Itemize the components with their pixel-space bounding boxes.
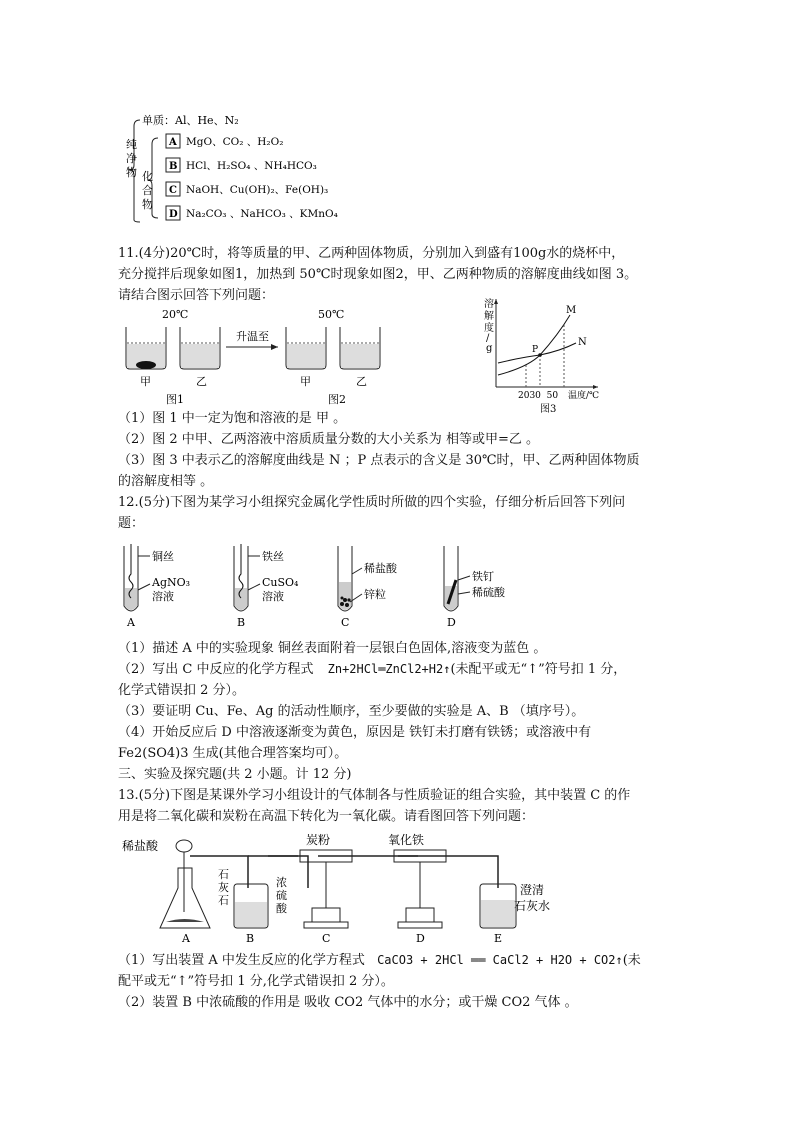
q13-apparatus-figure — [118, 828, 558, 946]
q11-answer3: （3）图 3 中表示乙的溶解度曲线是 N ；P 点表示的含义是 30℃时，甲、乙两种固体物质 — [118, 453, 640, 468]
q12-answer2-equation: Zn+2HCl═ZnCl2+H2↑ — [327, 662, 451, 676]
heat-arrow-label: 升温至 — [236, 330, 269, 343]
q13-answer1-equation: CaCO3 + 2HCl ══ CaCl2 + H2O + CO2↑ — [377, 953, 623, 967]
tube-c-label2: 锌粒 — [364, 588, 386, 601]
pure-char-2: 净 — [126, 152, 137, 165]
q11-answer1: （1）图 1 中一定为饱和溶液的是 甲 。 — [118, 411, 347, 426]
carbon-label: 炭粉 — [306, 833, 331, 847]
q13-line2: 用是将二氧化碳和炭粉在高温下转化为一氧化碳。请看图回答下列问题： — [118, 809, 535, 824]
tube-a-label1: 铜丝 — [152, 550, 174, 563]
x-axis-label: 温度/℃ — [568, 391, 600, 401]
q12-answer2 — [118, 661, 678, 678]
box-a-text: MgO、CO₂ 、H₂O₂ — [186, 136, 284, 148]
q13-answer1-note: (未 — [622, 953, 641, 968]
svg-text:D: D — [169, 209, 178, 220]
q13-answer2: （2）装置 B 中浓硫酸的作用是 吸收 CO2 气体中的水分；或干燥 CO2 气体 。 — [118, 995, 578, 1010]
compound-char-1: 化 — [142, 170, 153, 183]
limewater-label1: 澄清 — [520, 883, 545, 897]
q12-answer2-note: (未配平或无“↑”符号扣 1 分， — [450, 662, 627, 677]
axis-char-2: 解 — [484, 311, 494, 322]
apparatus-e-letter: E — [494, 932, 503, 945]
fig3-caption: 图3 — [540, 404, 557, 415]
apparatus-a-letter: A — [182, 932, 190, 945]
limewater-label2: 石灰水 — [514, 899, 551, 913]
curve-n-label: N — [578, 337, 587, 348]
pure-char-1: 纯 — [126, 138, 137, 151]
box-c-text: NaOH、Cu(OH)₂、Fe(OH)₃ — [186, 184, 329, 196]
classification-diagram — [120, 110, 360, 230]
axis-char-3: 度 — [484, 323, 494, 334]
box-b-text: HCl、H₂SO₄ 、NH₄HCO₃ — [186, 160, 317, 172]
tube-a-label3: 溶液 — [152, 590, 174, 603]
fig1-temp: 20℃ — [162, 308, 189, 321]
q11-line1: 11.(4分)20℃时，将等质量的甲、乙两种固体物质，分别加入到盛有100g水的烧杯中， — [118, 246, 625, 261]
stone-char-2: 灰 — [218, 881, 229, 894]
tube-d-label1: 铁钉 — [472, 570, 494, 583]
element-label: 单质：Al、He、N₂ — [142, 114, 239, 127]
tube-c-letter: C — [341, 616, 350, 629]
tube-d-letter: D — [447, 616, 456, 629]
apparatus-d-letter: D — [416, 932, 425, 945]
q12-line2: 题： — [118, 516, 145, 531]
fig1-yi: 乙 — [196, 375, 207, 388]
tube-a-letter: A — [127, 616, 135, 629]
q12-answer2-cont: 化学式错误扣 2 分）。 — [118, 683, 246, 698]
tube-b-label1: 铁丝 — [262, 550, 284, 563]
svg-text:C: C — [169, 185, 177, 196]
apparatus-b-letter: B — [246, 932, 255, 945]
q12-answer3: （3）要证明 Cu、Fe、Ag 的活动性顺序，至少要做的实验是 A、B （填序号）。 — [118, 704, 585, 719]
fig2-temp: 50℃ — [318, 308, 345, 321]
curve-m-label: M — [566, 305, 577, 316]
axis-char-1: 溶 — [484, 299, 494, 310]
axis-char-4: / — [486, 333, 490, 344]
apparatus-c-letter: C — [322, 932, 331, 945]
fig1-caption: 图1 — [166, 393, 184, 406]
fig2-jia: 甲 — [300, 375, 311, 388]
q12-answer4: （4）开始反应后 D 中溶液逐渐变为黄色，原因是 铁钉未打磨有铁锈；或溶液中有 — [118, 725, 592, 740]
q11-line3: 请结合图示回答下列问题： — [118, 288, 275, 303]
q13-answer1 — [118, 952, 678, 969]
svg-text:A: A — [169, 137, 177, 148]
acid-char-1: 浓 — [276, 876, 287, 889]
pure-char-3: 物 — [126, 166, 137, 179]
fig2-caption: 图2 — [328, 393, 346, 406]
stone-char-3: 石 — [218, 894, 229, 907]
q12-answer4-cont: Fe2(SO4)3 生成(其他合理答案均可）。 — [118, 746, 348, 761]
tube-a-label2: AgNO₃ — [152, 576, 191, 589]
svg-text:B: B — [169, 161, 178, 172]
point-p-label: P — [532, 345, 539, 355]
hcl-label: 稀盐酸 — [122, 839, 159, 853]
tube-c-label1: 稀盐酸 — [364, 562, 397, 575]
tube-b-label3: 溶液 — [262, 590, 284, 603]
solubility-curve-figure — [478, 295, 618, 415]
x-ticks: 2030 50 — [518, 391, 559, 401]
q11-answer2: （2）图 2 中甲、乙两溶液中溶质质量分数的大小关系为 相等或甲=乙 。 — [118, 432, 539, 447]
q11-beakers-figure — [118, 305, 398, 410]
q13-answer1-cont: 配平或无“↑”符号扣 1 分,化学式错误扣 2 分）。 — [118, 974, 394, 989]
tube-d-label2: 稀硫酸 — [472, 586, 505, 599]
q12-line1: 12.(5分)下图为某学习小组探究金属化学性质时所做的四个实验，仔细分析后回答下列问 — [118, 495, 626, 510]
compound-char-2: 合 — [142, 184, 153, 197]
section-3-heading: 三、实验及探究题(共 2 小题。计 12 分) — [118, 767, 352, 782]
iron-oxide-label: 氧化铁 — [388, 833, 425, 847]
stone-char-1: 石 — [218, 868, 229, 881]
tube-b-letter: B — [237, 616, 246, 629]
q11-answer3-cont: 的溶解度相等 。 — [118, 474, 214, 489]
acid-char-2: 硫 — [276, 889, 287, 902]
axis-char-5: g — [486, 343, 493, 354]
tube-b-label2: CuSO₄ — [262, 576, 299, 589]
q12-test-tubes-figure — [118, 540, 518, 630]
q11-line2: 充分搅拌后现象如图1，加热到 50℃时现象如图2，甲、乙两种物质的溶解度曲线如图 3。 — [118, 267, 638, 282]
box-d-text: Na₂CO₃ 、NaHCO₃ 、KMnO₄ — [186, 208, 338, 220]
q12-answer1: （1）描述 A 中的实验现象 铜丝表面附着一层银白色固体,溶液变为蓝色 。 — [118, 641, 547, 656]
q12-answer2-prefix: （2）写出 C 中反应的化学方程式 — [118, 662, 314, 677]
q13-answer1-prefix: （1）写出装置 A 中发生反应的化学方程式 — [118, 953, 365, 968]
q13-line1: 13.(5分)下图是某课外学习小组设计的气体制各与性质验证的组合实验，其中装置 C 的作 — [118, 788, 631, 803]
fig2-yi: 乙 — [356, 375, 367, 388]
compound-char-3: 物 — [142, 198, 153, 211]
fig1-jia: 甲 — [140, 375, 151, 388]
acid-char-3: 酸 — [276, 902, 287, 915]
